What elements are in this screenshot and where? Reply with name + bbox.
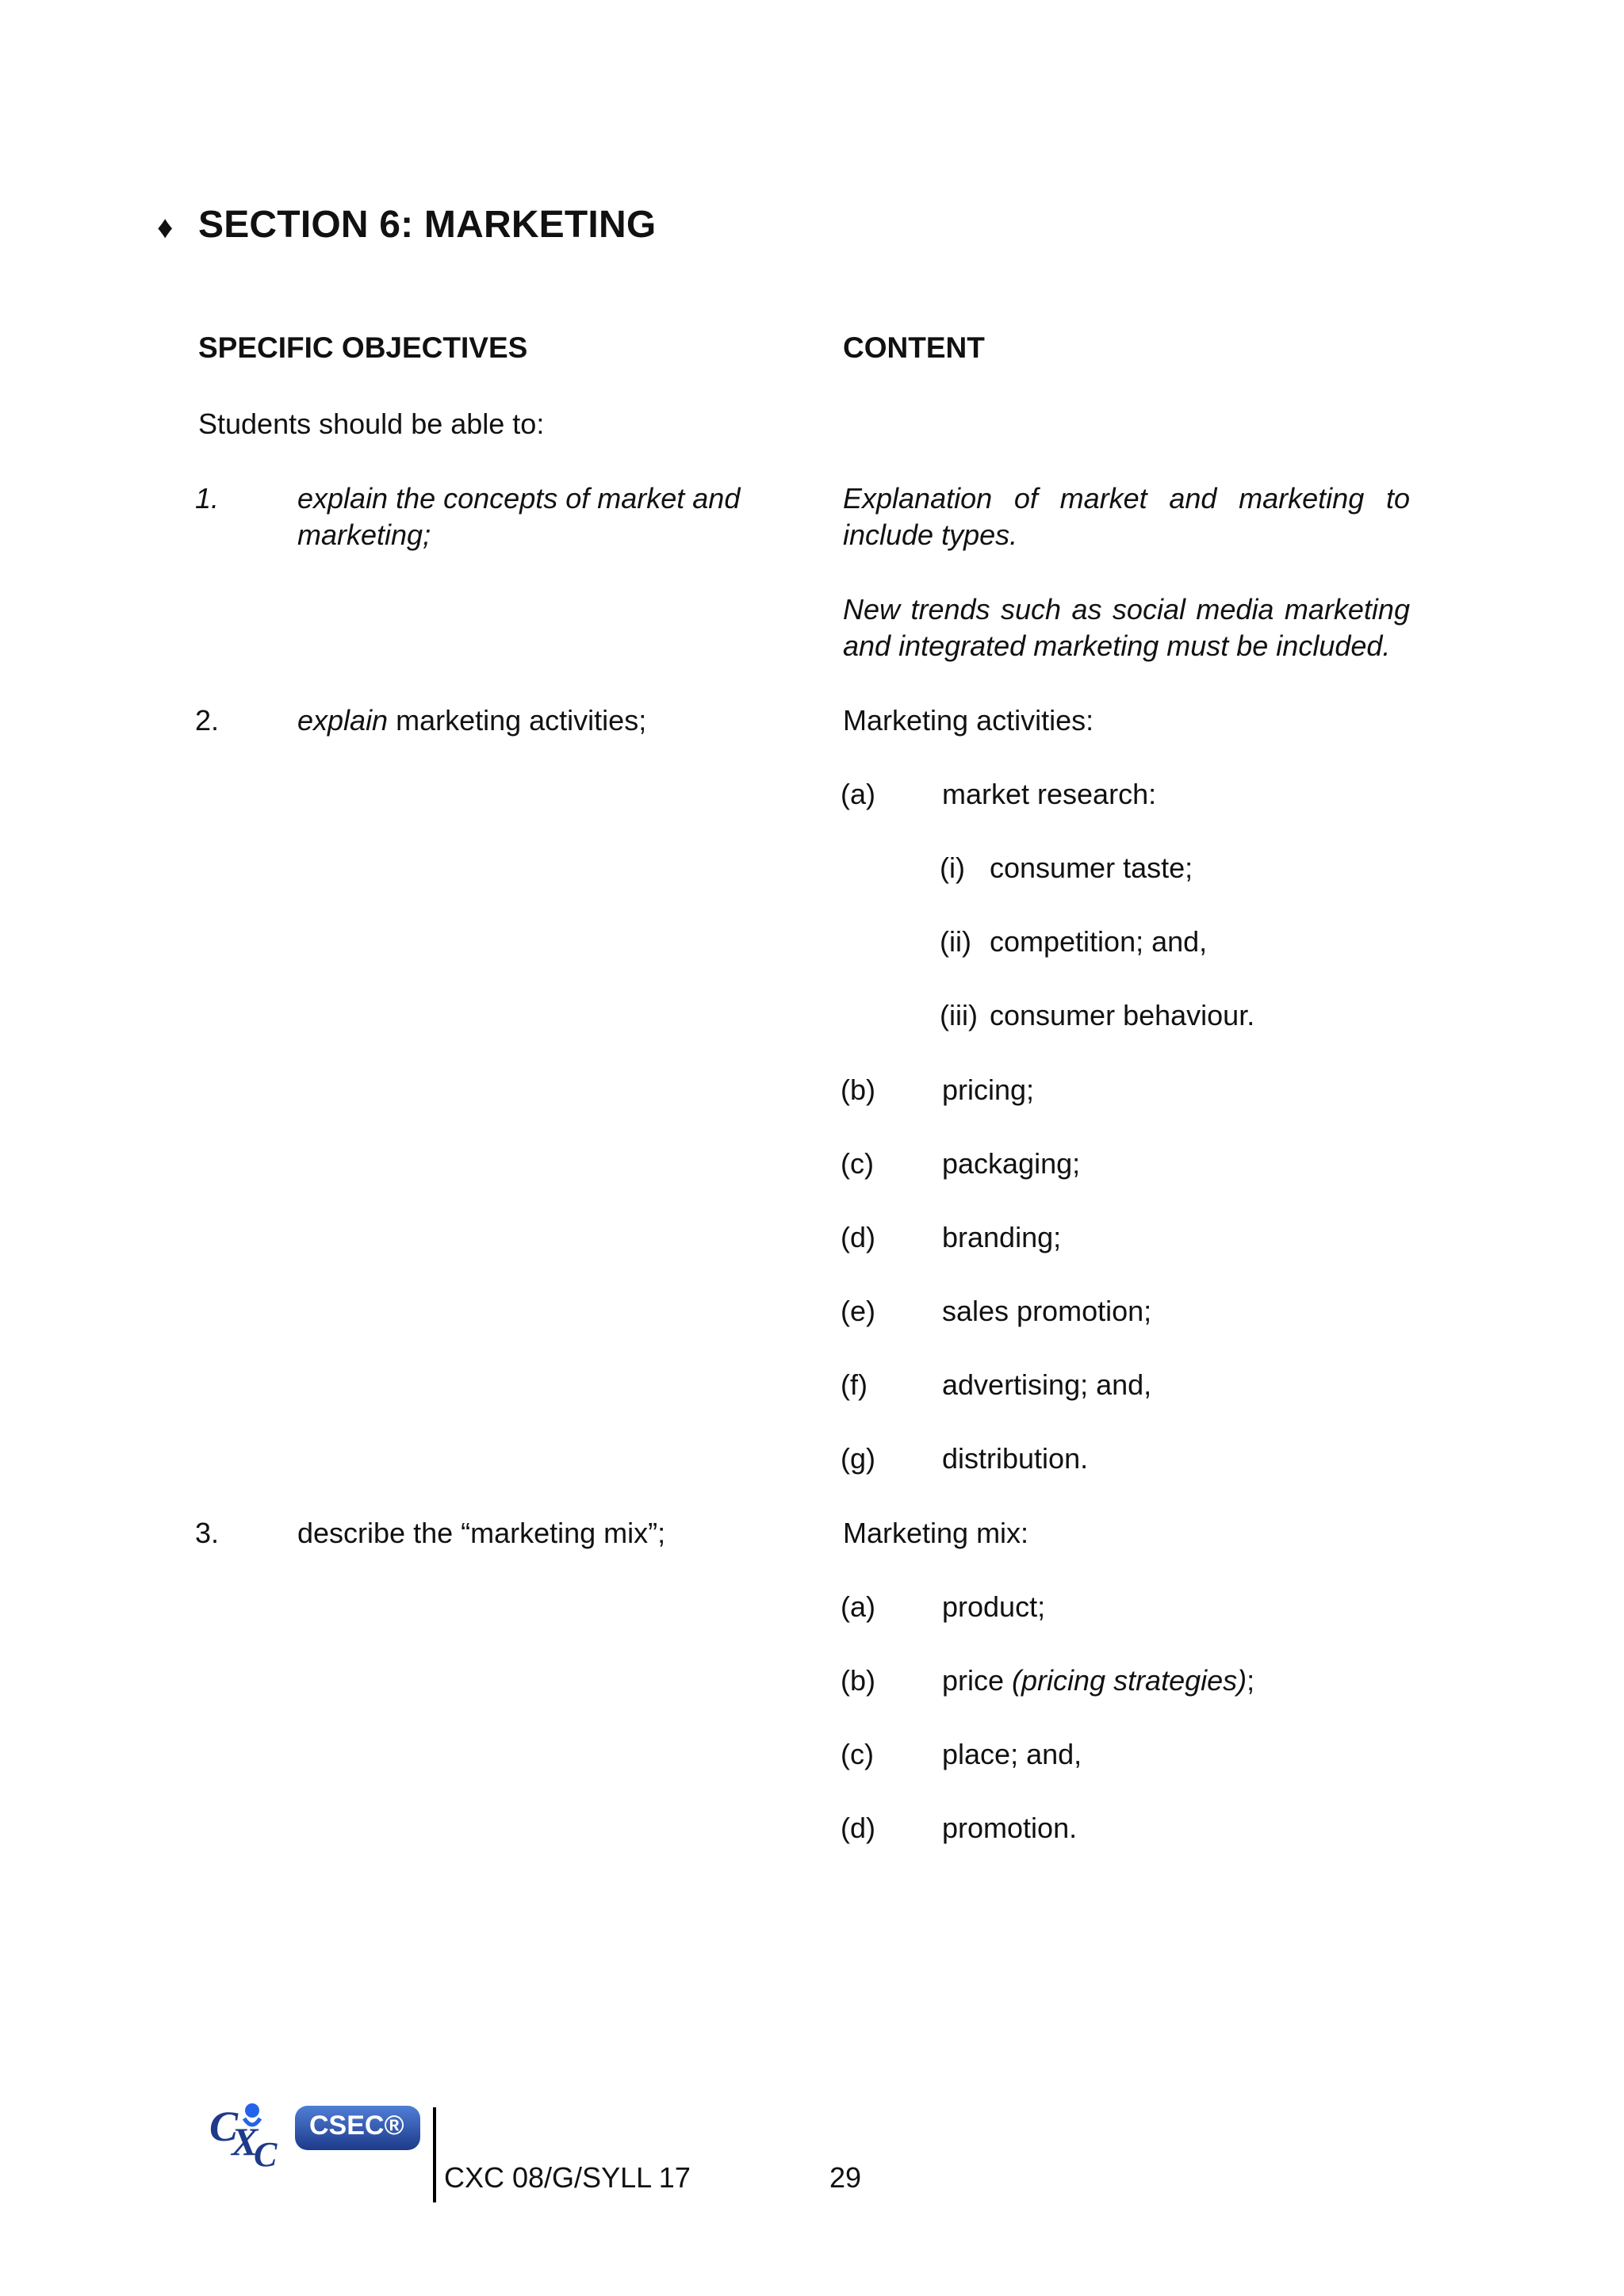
intro-text: Students should be able to: xyxy=(198,408,545,440)
section-title: SECTION 6: MARKETING xyxy=(198,204,657,246)
word: media xyxy=(1196,593,1274,626)
content-header: CONTENT xyxy=(843,331,985,364)
word: trends xyxy=(910,593,990,626)
list-label: (f) xyxy=(841,1368,868,1401)
list-item: product; xyxy=(942,1590,1046,1623)
list-label: (c) xyxy=(841,1147,874,1180)
word: to xyxy=(1385,482,1410,515)
list-item: pricing; xyxy=(942,1073,1035,1106)
sublist-item: competition; and, xyxy=(990,925,1208,958)
list-item: distribution. xyxy=(942,1442,1089,1475)
sublist-label: (ii) xyxy=(940,925,971,958)
objective-2-text xyxy=(297,702,646,739)
svg-text:C: C xyxy=(254,2135,278,2169)
word: marketing xyxy=(1239,482,1365,515)
objectives-header: SPECIFIC OBJECTIVES xyxy=(198,331,528,364)
section-bullet-icon: ♦ xyxy=(157,210,174,245)
list-label: (c) xyxy=(841,1738,874,1770)
list-item: promotion. xyxy=(942,1812,1078,1844)
sublist-item: consumer behaviour. xyxy=(990,999,1255,1031)
list-label: (b) xyxy=(841,1073,875,1106)
list-label: (a) xyxy=(841,778,875,810)
list-item-italic: (pricing strategies) xyxy=(1012,1664,1247,1697)
list-label: (d) xyxy=(841,1812,875,1844)
svg-text:C: C xyxy=(209,2103,239,2150)
svg-text:X: X xyxy=(232,2119,259,2164)
word: such xyxy=(1000,593,1062,626)
word: as xyxy=(1071,593,1102,626)
objective-2-rest: marketing activities; xyxy=(388,704,647,737)
list-item: branding; xyxy=(942,1221,1062,1253)
list-item-text: price xyxy=(942,1664,1013,1697)
list-label: (b) xyxy=(841,1664,875,1697)
csec-badge-text: CSEC® xyxy=(309,2110,404,2141)
list-label: (e) xyxy=(841,1295,875,1327)
page-number: 29 xyxy=(829,2161,862,2194)
objective-number-1: 1. xyxy=(195,482,220,515)
content-2-heading: Marketing activities: xyxy=(843,704,1094,737)
objective-1-line2: marketing; xyxy=(297,519,431,551)
list-label: (g) xyxy=(841,1442,875,1475)
objective-2-verb: explain xyxy=(297,704,389,737)
content-1-para2-line1 xyxy=(843,591,1410,628)
list-item: place; and, xyxy=(942,1738,1082,1770)
list-item: advertising; and, xyxy=(942,1368,1152,1401)
word: market xyxy=(1059,482,1147,515)
content-3-heading: Marketing mix: xyxy=(843,1517,1029,1549)
sublist-label: (i) xyxy=(940,851,965,884)
list-item-after: ; xyxy=(1247,1664,1255,1697)
list-item: sales promotion; xyxy=(942,1295,1152,1327)
word: marketing xyxy=(1284,593,1410,626)
content-1-para1-line1 xyxy=(843,480,1410,517)
footer-divider xyxy=(433,2107,436,2202)
objective-3-text: describe the “marketing mix”; xyxy=(297,1517,666,1549)
content-1-para2-line2: and integrated marketing must be included. xyxy=(843,629,1391,662)
word: and xyxy=(1169,482,1217,515)
word: of xyxy=(1013,482,1038,515)
list-label: (d) xyxy=(841,1221,875,1253)
objective-number-2: 2. xyxy=(195,704,220,737)
sublist-label: (iii) xyxy=(940,999,978,1031)
objective-1-line1: explain the concepts of market and xyxy=(297,482,741,515)
objective-number-3: 3. xyxy=(195,1517,220,1549)
list-label: (a) xyxy=(841,1590,875,1623)
list-item: packaging; xyxy=(942,1147,1081,1180)
word: Explanation xyxy=(843,482,993,515)
cxc-logo xyxy=(208,2099,422,2169)
list-item: market research: xyxy=(942,778,1157,810)
syllabus-code: CXC 08/G/SYLL 17 xyxy=(444,2161,691,2194)
word: New xyxy=(843,593,901,626)
list-item xyxy=(942,1663,1254,1699)
content-1-para1-line2: include types. xyxy=(843,519,1018,551)
sublist-item: consumer taste; xyxy=(990,851,1193,884)
word: social xyxy=(1112,593,1185,626)
